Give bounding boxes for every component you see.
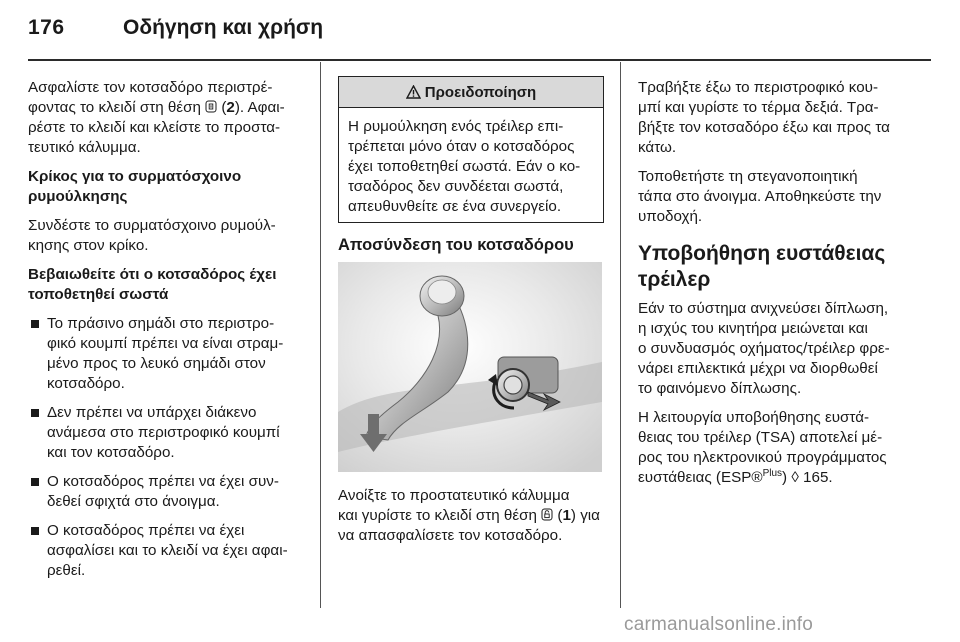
check-list [28,314,314,581]
bullet-square-icon [31,320,39,328]
key-unlock-icon [541,508,553,521]
list-item: Το πράσινο σημάδι στο περιστρο- φικό κουμπί πρέπει να είναι στραμ- μένο προς το λευκό σημάδι στον κοτσαδόρο. [28,314,314,394]
disconnect-heading: Αποσύνδεση του κοτσαδόρου [338,236,574,254]
page-reference-link[interactable]: 165. [798,469,833,486]
tsa-heading: Υποβοήθηση ευστάθειας τρέιλερ [638,242,886,291]
bullet-square-icon [31,409,39,417]
list-item: Ο κοτσαδόρος πρέπει να έχει συν- δεθεί σφιχτά στο άνοιγμα. [28,472,314,512]
page-number: 176 [28,16,65,39]
warning-text: Η ρυμούλκηση ενός τρέιλερ επι- τρέπεται μόνο όταν ο κοτσαδόρος έχει τοποθετηθεί σωστά. Εάν ο κο- τσαδόρος δεν συνδέεται σωστά, απευθυνθείτε σε ένα συνεργείο. [348,118,581,215]
esp-plus-superscript: Plus [762,467,783,479]
bullet-square-icon [31,527,39,535]
warning-triangle-icon [406,85,421,99]
list-item: Δεν πρέπει να υπάρχει διάκενο ανάμεσα στο περιστροφικό κουμπί και τον κοτσαδόρο. [28,403,314,463]
bullet-square-icon [31,478,39,486]
column-divider-right [620,62,621,608]
check-heading: Βεβαιωθείτε ότι ο κοτσαδόρος έχει τοποθετηθεί σωστά [28,266,277,303]
tsa-esp-paragraph: Η λειτουργία υποβοήθησης ευστά- θειας του τρέιλερ (TSA) αποτελεί μέ- ρος του ηλεκτρονικού προγράμματος ευστάθειας (ESP®$^{Plus}$) ◊ 165. [638,409,887,486]
warning-box [338,76,604,223]
tow-hitch-illustration [338,262,602,472]
lock-paragraph: Ασφαλίστε τον κοτσαδόρο περιστρέ- φοντας το κλειδί στη θέση (2). Αφαι- ρέστε το κλειδί και κλείστε το προστα- τευτικό κάλυμμα. [28,79,285,156]
page-title: Οδήγηση και χρήση [123,16,324,39]
warning-header [339,77,603,108]
column-divider-left [320,62,321,608]
tsa-paragraph: Εάν το σύστημα ανιχνεύσει δίπλωση, η ισχύς του κινητήρα μειώνεται και ο συνδυασμός οχήματος/τρέιλερ φρε- νάρει επιλεκτικά μέχρι να διορθωθεί το φαινόμενο δίπλωσης. [638,300,890,397]
key-lock-icon [205,100,217,113]
pull-out-paragraph: Τραβήξτε έξω το περιστροφικό κου- μπί και γυρίστε το τέρμα δεξιά. Τρα- βήξτε τον κοτσαδόρο έξω και προς τα κάτω. [638,79,890,156]
right-column [638,78,934,497]
warning-title: Προειδοποίηση [424,83,537,101]
page-header [28,16,932,52]
towing-eye-heading: Κρίκος για το συρματόσχοινο ρυμούλκησης [28,168,242,205]
figure-caption: Ανοίξτε το προστατευτικό κάλυμμα και γυρίστε το κλειδί στη θέση (1) για να απασφαλίσετε τον κοτσαδόρο. [338,487,600,544]
list-item: Ο κοτσαδόρος πρέπει να έχει ασφαλίσει και το κλειδί να έχει αφαι- ρεθεί. [28,521,314,581]
towing-eye-paragraph: Συνδέστε το συρματόσχοινο ρυμούλ- κησης στον κρίκο. [28,217,276,254]
left-column [28,78,314,590]
seal-cap-paragraph: Τοποθετήστε τη στεγανοποιητική τάπα στο άνοιγμα. Αποθηκεύστε την υποδοχή. [638,168,882,225]
watermark: carmanualsonline.info [624,614,814,635]
page-reference-icon: ◊ [791,469,799,486]
header-rule [28,59,931,61]
